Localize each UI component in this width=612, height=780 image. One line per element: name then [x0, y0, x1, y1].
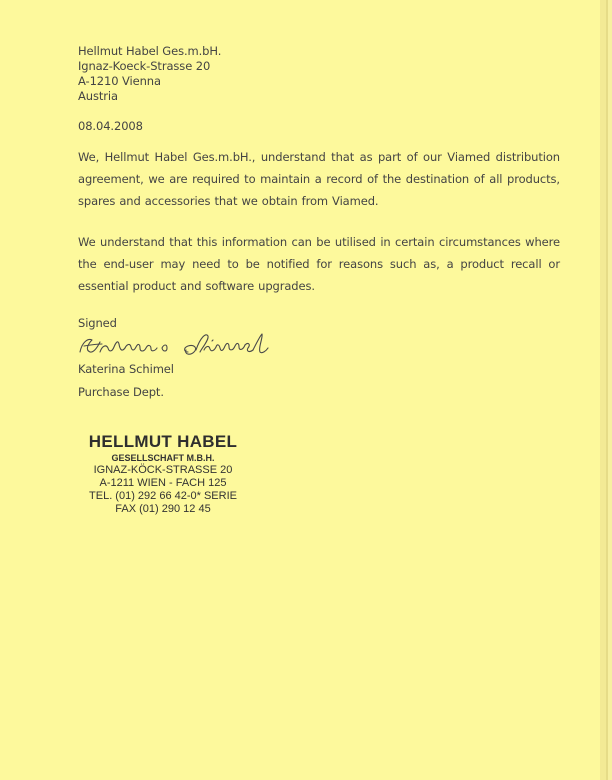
signer-name: Katerina Schimel — [78, 362, 174, 376]
stamp-street: IGNAZ-KÖCK-STRASSE 20 — [93, 464, 233, 476]
letter-date: 08.04.2008 — [78, 119, 143, 133]
sender-address — [78, 44, 221, 104]
body-paragraph-2: We understand that this information can be utilised in certain circumstances where the end-user may need to be notified for reasons such as, a product recall or essential product and software upgrades. — [78, 235, 560, 293]
handwritten-signature — [76, 330, 276, 362]
stamp-phone: TEL. (01) 292 66 42-0* SERIE — [89, 490, 237, 502]
stamp-postal: A-1211 WIEN - FACH 125 — [99, 477, 227, 489]
body-paragraph-1: We, Hellmut Habel Ges.m.bH., understand that as part of our Viamed distribution agreement, we are required to maintain a record of the destination of all products, spares and accessories that we obtain from Viamed. — [78, 150, 560, 208]
stamp-company: HELLMUT HABEL — [88, 432, 238, 451]
stamp-fax: FAX (01) 290 12 45 — [115, 503, 211, 515]
stamp-subtitle: GESELLSCHAFT M.B.H. — [111, 453, 215, 463]
page-edge — [600, 0, 606, 780]
company-stamp — [78, 432, 248, 516]
address-country: Austria — [78, 89, 118, 103]
address-postal-city: A-1210 Vienna — [78, 74, 161, 88]
signed-label: Signed — [78, 316, 117, 330]
signer-department: Purchase Dept. — [78, 385, 164, 399]
address-street: Ignaz-Koeck-Strasse 20 — [78, 59, 211, 73]
address-company: Hellmut Habel Ges.m.bH. — [78, 44, 222, 58]
